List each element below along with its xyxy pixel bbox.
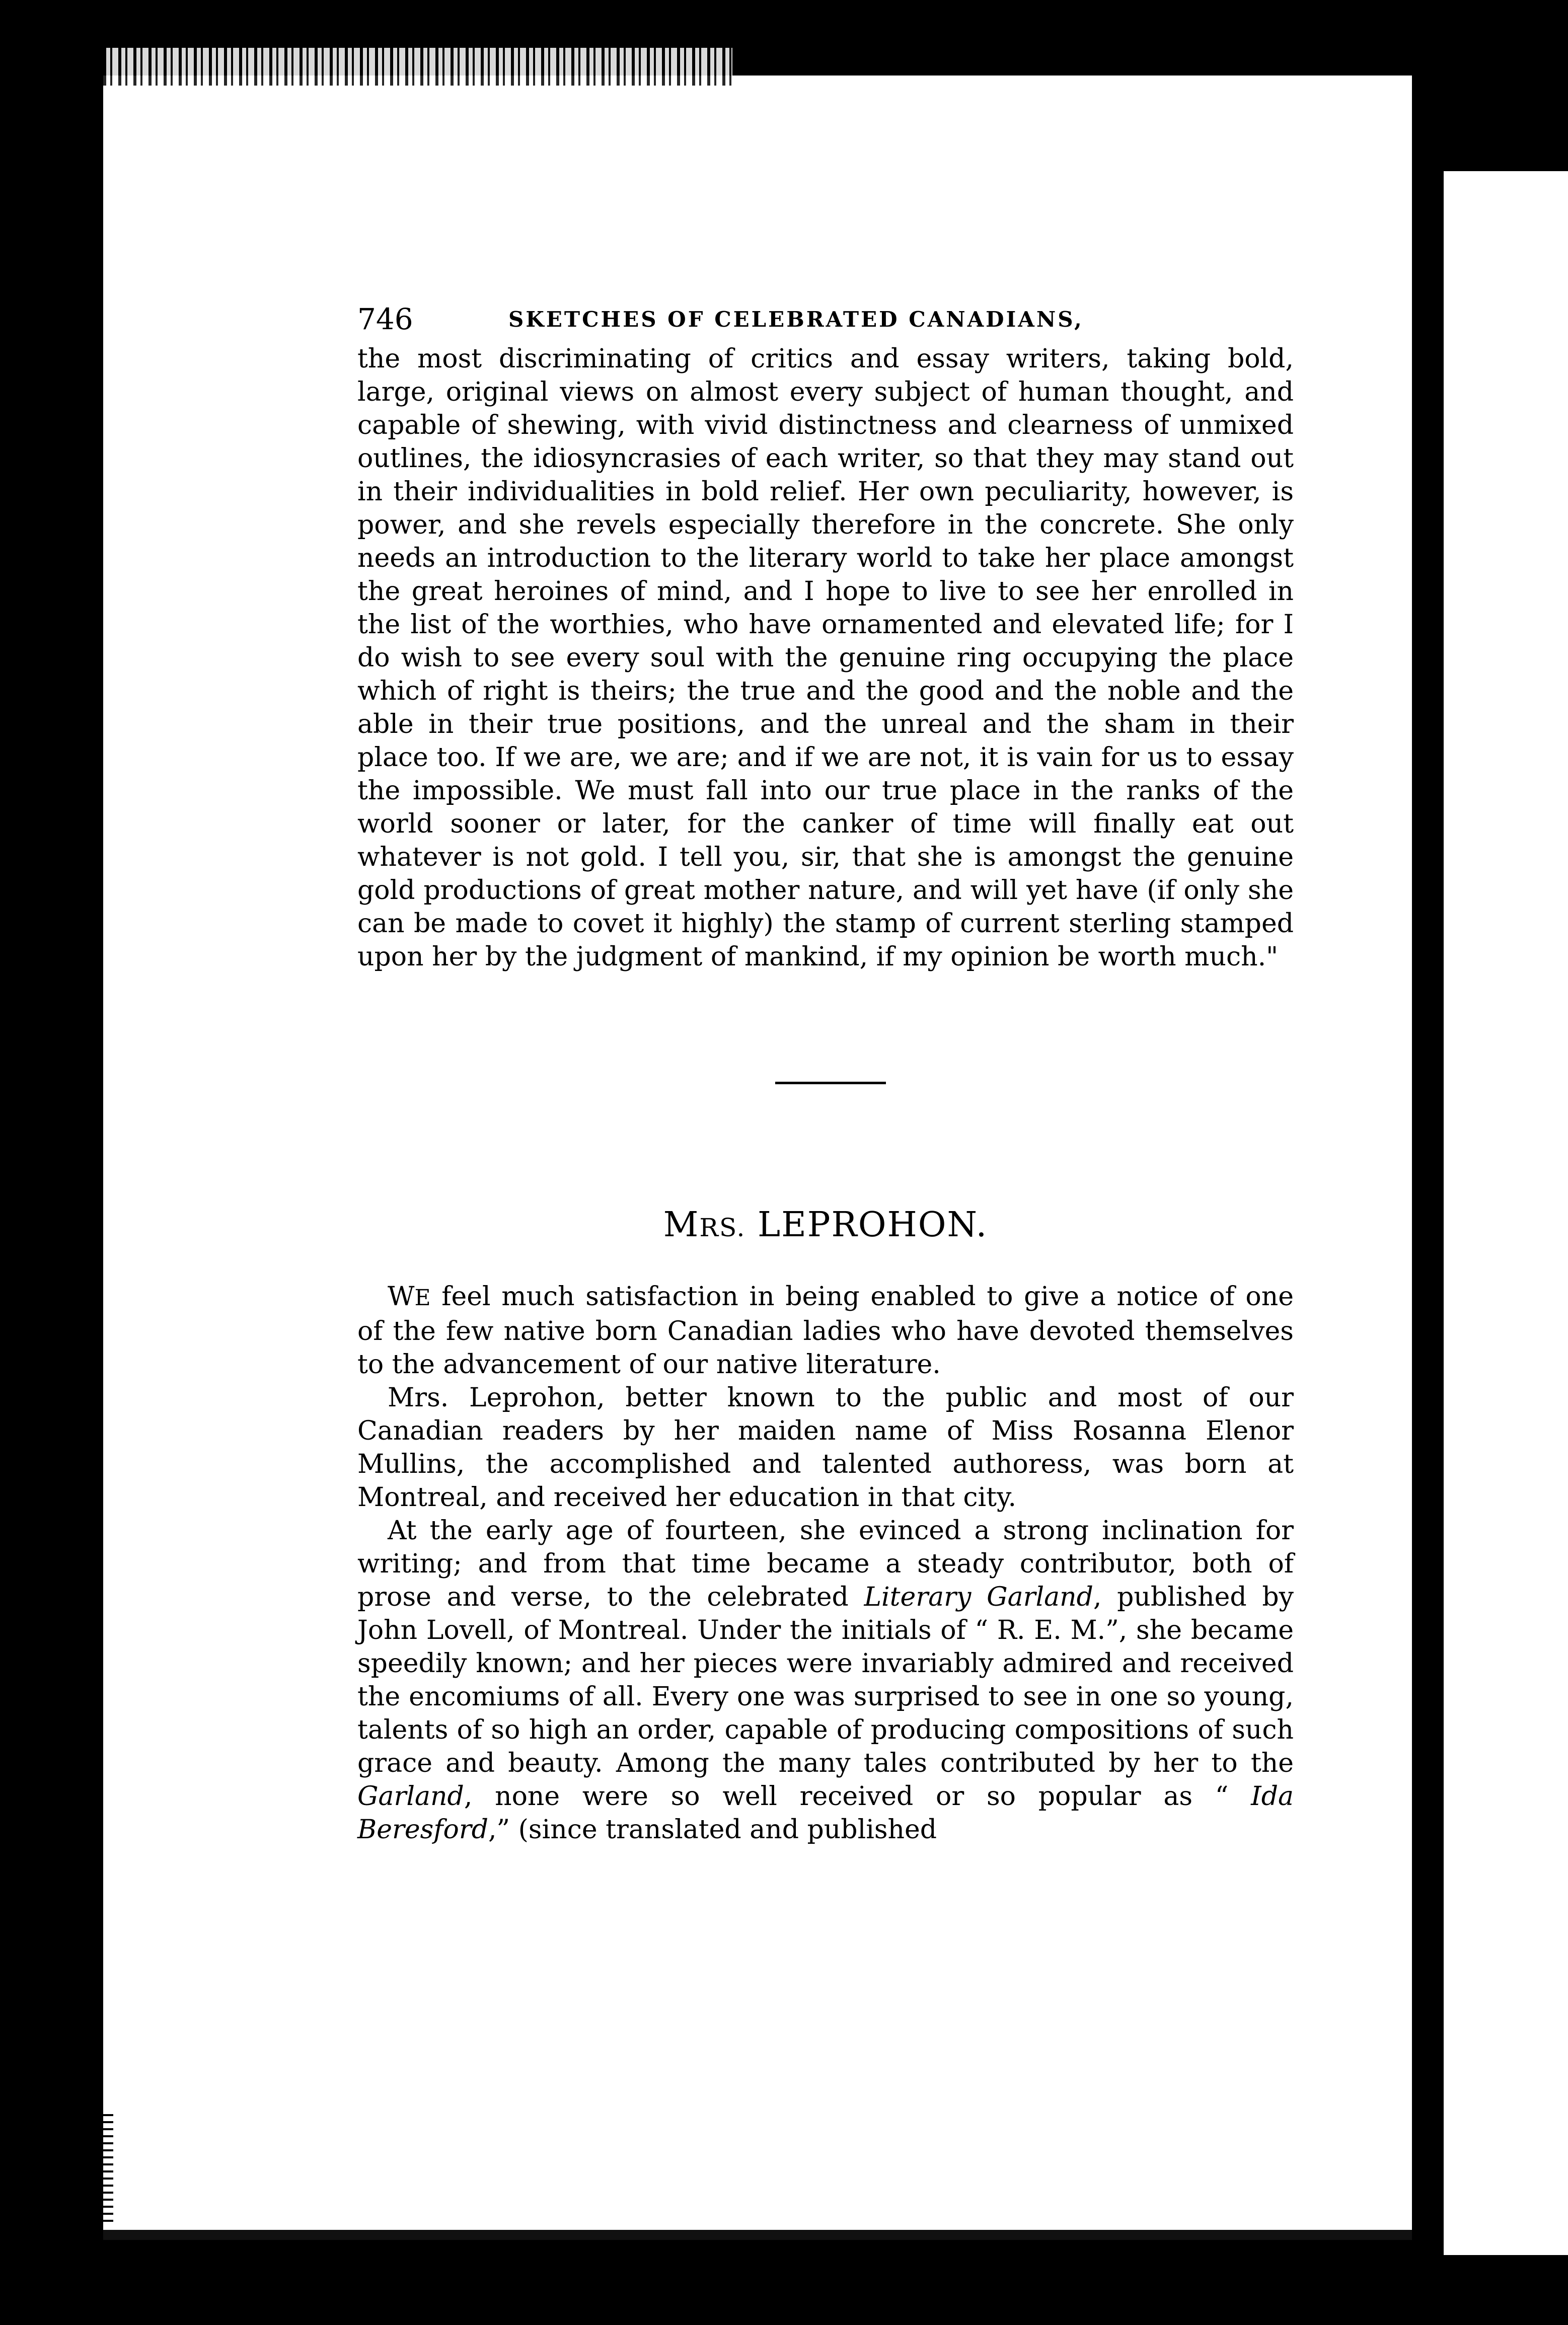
paragraph-3-part2: , published by John Lovell, of Montreal. Under the initials of “ R. E. M.”, she became speedily known; and her pieces were invariably admired and received the encomiums of all. Every one was surprised to see in one so young, talents of so high an order, capable of producing compositions of such grace and beauty. Among the many tales contributed by her to the xyxy=(357,1582,1294,1778)
paragraph-3 xyxy=(357,1514,1294,1846)
paragraph-3-part4: ,” (since translated and published xyxy=(488,1815,937,1845)
running-head-title: SKETCHES OF CELEBRATED CANADIANS, xyxy=(508,307,1084,332)
paragraph-1-lead-smallcaps: E xyxy=(414,1285,431,1311)
paragraph-1-lead: W xyxy=(388,1282,415,1312)
page-bottom-edge xyxy=(103,2230,1412,2240)
paragraph-3-part1: At the early age of fourteen, she evinced a strong inclination for writing; and from that time became a steady contributor, both of prose and verse, to the celebrated xyxy=(357,1516,1294,1612)
paragraph-1-text: feel much satisfaction in being enabled to give a notice of one of the few native born Canadian ladies who have devoted themselves to the advancement of our native literature. xyxy=(357,1282,1294,1380)
section-title-smallcaps: RS. xyxy=(699,1213,746,1242)
scan-noise-top xyxy=(103,48,732,88)
section-divider xyxy=(775,1082,886,1084)
page-content xyxy=(357,302,1294,1846)
paragraph-1 xyxy=(357,1280,1294,1381)
paragraph-2: Mrs. Leprohon, better known to the public and most of our Canadian readers by her maiden name of Miss Rosanna Elenor Mullins, the accomplished and talented authoress, was born at Montreal, and received her education in that city. xyxy=(357,1383,1294,1513)
adjacent-page-edge xyxy=(1444,171,1568,2255)
paragraph-3-italic-ida: Ida Beresford xyxy=(357,1781,1294,1845)
paragraph-3-italic-garland-short: Garland xyxy=(357,1781,464,1812)
section-title-initial: M xyxy=(663,1205,700,1245)
scan-noise-left xyxy=(103,2114,113,2225)
paragraph-3-part3: , none were so well received or so popular as “ xyxy=(464,1781,1251,1812)
paragraph-3-italic-garland: Literary Garland xyxy=(864,1582,1093,1612)
page-number: 746 xyxy=(357,302,413,336)
continued-paragraph: the most discriminating of critics and essay writers, taking bold, large, original views on almost every subject of human thought, and capable of shewing, with vivid distinctness and clearness of unmixed outlines, the idiosyncrasies of each writer, so that they may stand out in their individualities in bold relief. Her own peculiarity, however, is power, and she revels especially therefore in the concrete. She only needs an introduction to the literary world to take her place amongst the great heroines of mind, and I hope to live to see her enrolled in the list of the worthies, who have ornamented and elevated life; for I do wish to see every soul with the genuine ring occupying the place which of right is theirs; the true and the good and the noble and the able in their true positions, and the unreal and the sham in their place too. If we are, we are; and if we are not, it is vain for us to essay the impossible. We must fall into our true place in the ranks of the world sooner or later, for the canker of time will finally eat out whatever is not gold. I tell you, sir, that she is amongst the genuine gold productions of great mother nature, and will yet have (if only she can be made to covet it highly) the stamp of current sterling stamped upon her by the judgment of mankind, if my opinion be worth much." xyxy=(357,344,1294,972)
running-head xyxy=(357,302,1294,342)
section-title xyxy=(357,1205,1294,1245)
scan-noise-band xyxy=(103,86,909,101)
section-title-name: LEPROHON. xyxy=(745,1205,988,1245)
